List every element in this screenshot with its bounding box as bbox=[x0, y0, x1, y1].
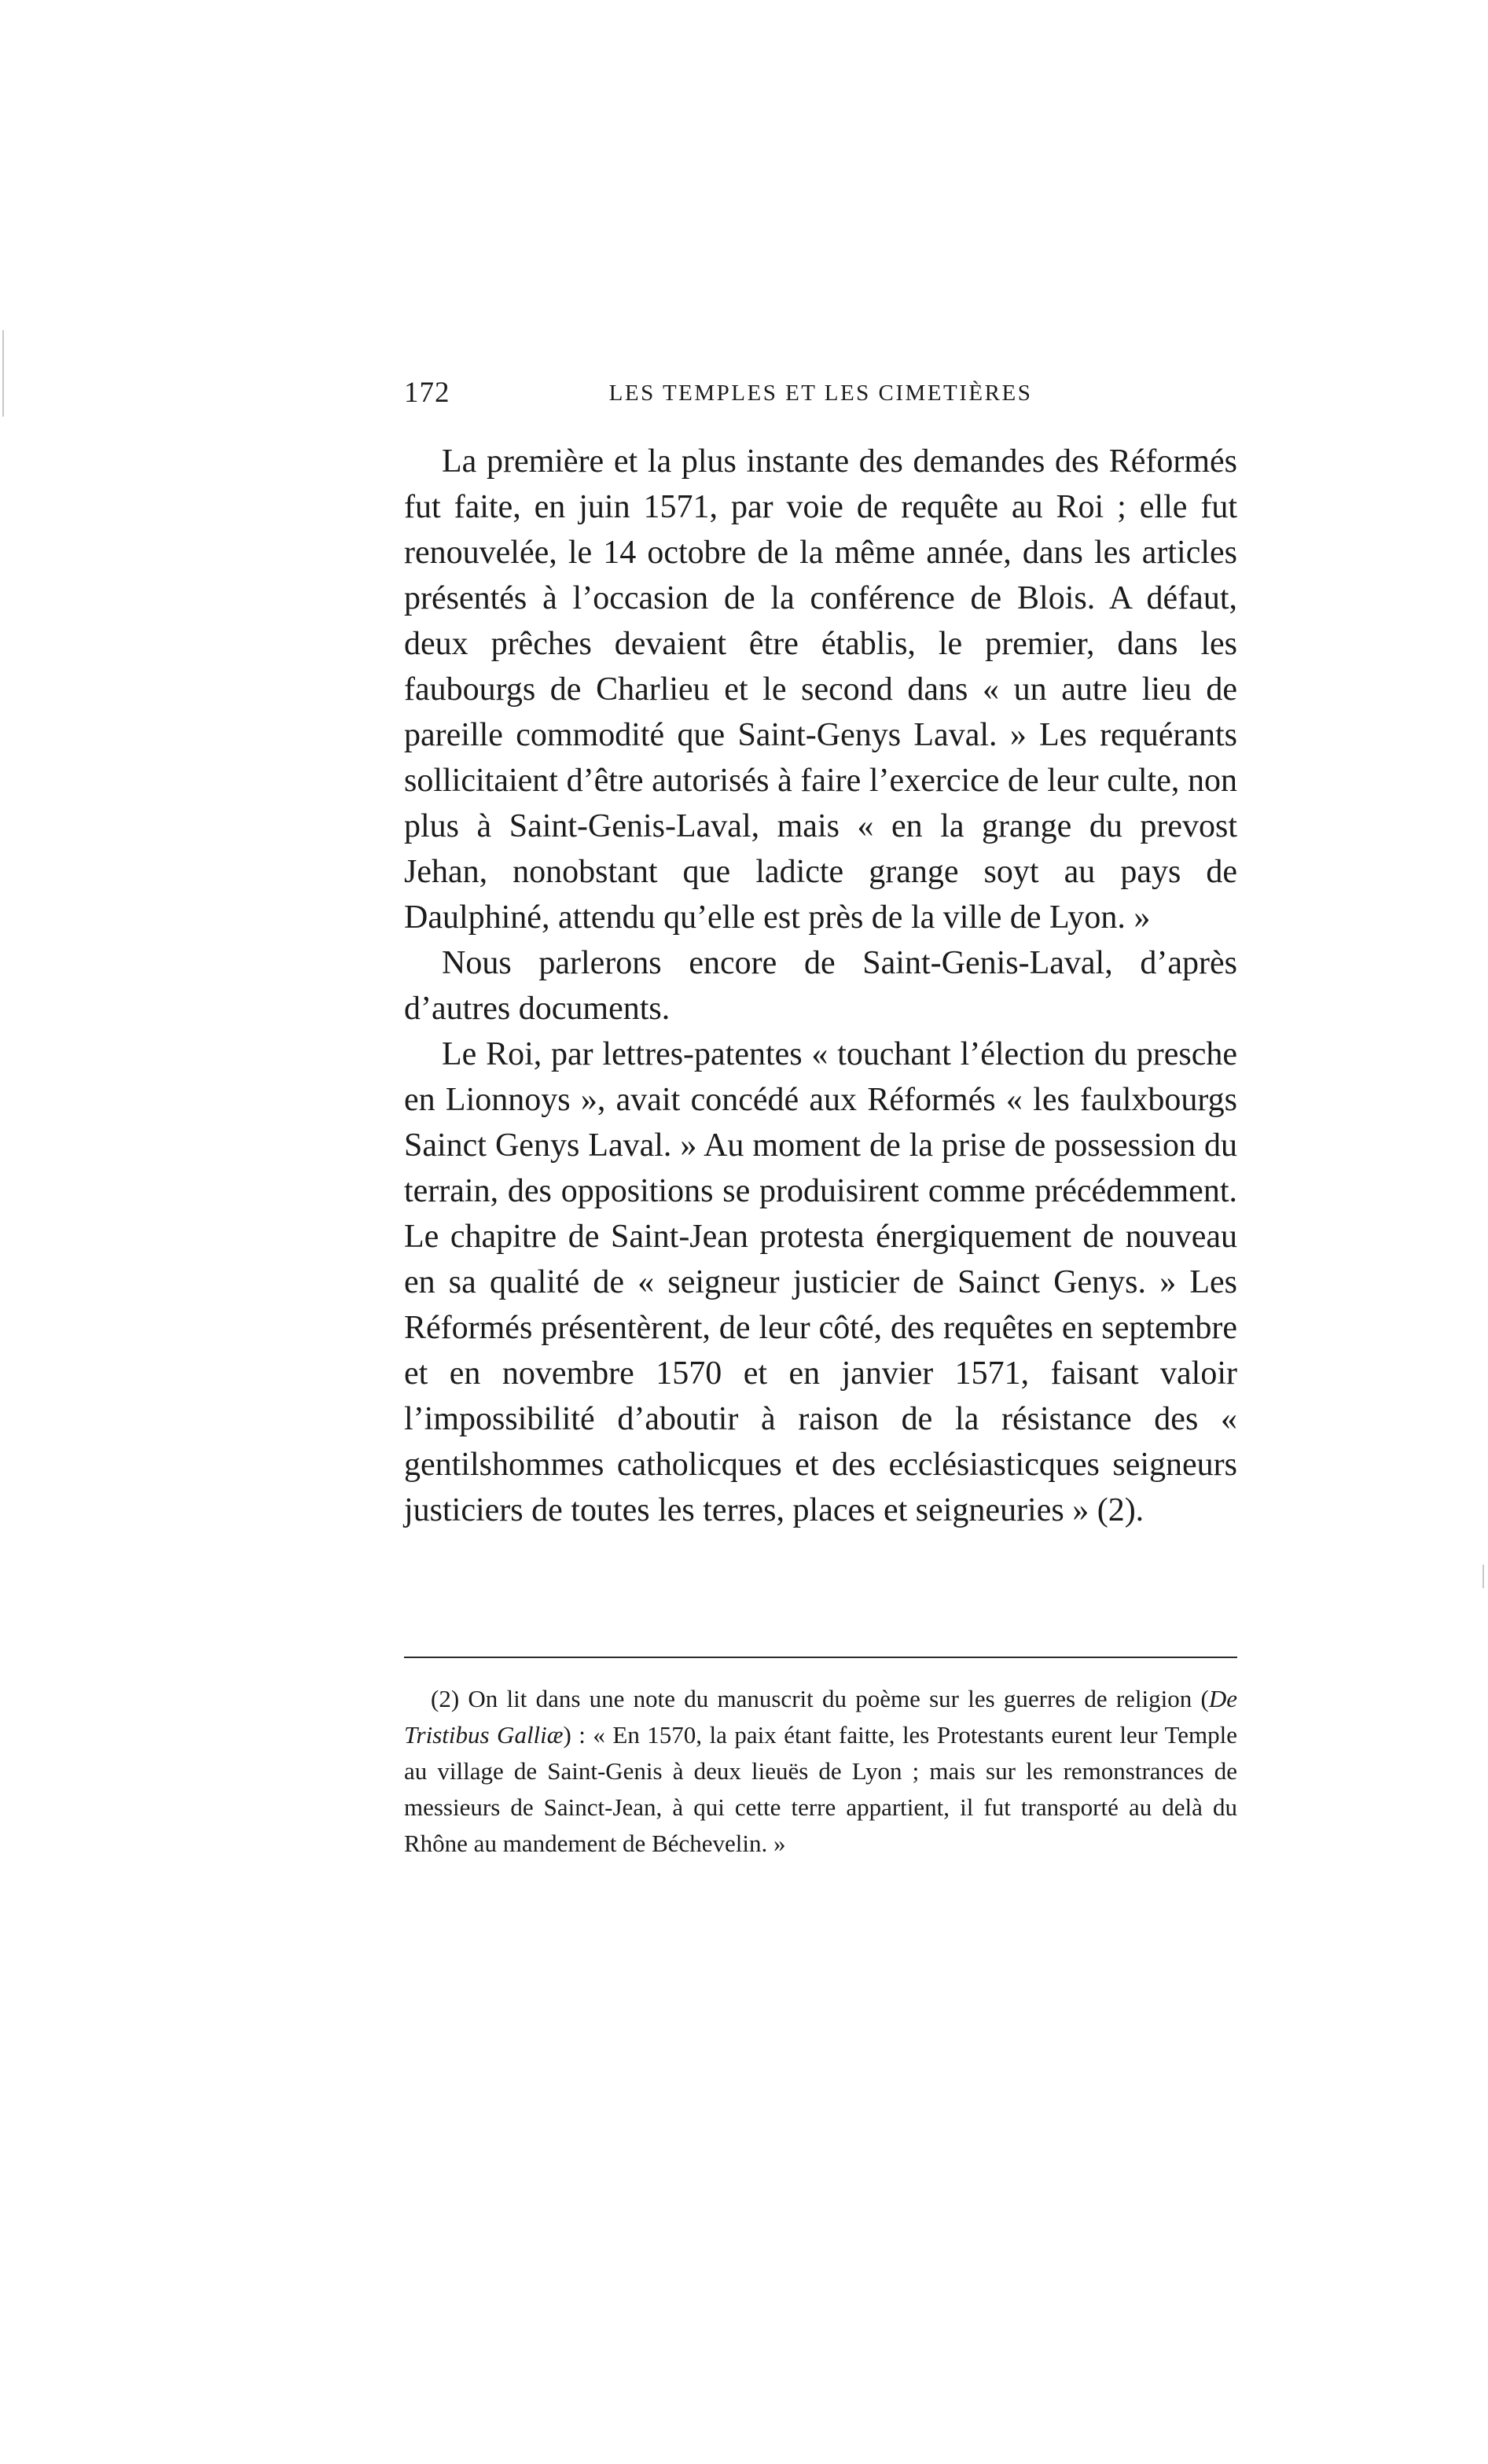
left-margin-mark bbox=[2, 330, 4, 417]
running-title: LES TEMPLES ET LES CIMETIÈRES bbox=[608, 381, 1033, 406]
page-number: 172 bbox=[404, 377, 450, 409]
main-text bbox=[404, 439, 1237, 1533]
footnote bbox=[404, 1681, 1237, 1862]
paragraph-1: La première et la plus instante des demandes des Réformés fut faite, en juin 1571, par voie de requête au Roi ; elle fut renouvelée, le 14 octobre de la même année, dans les articles présentés à l’occasion de la conférence de Blois. A défaut, deux prêches devaient être établis, le premier, dans les faubourgs de Charlieu et le second dans « un autre lieu de pareille commodité que Saint-Genys Laval. » Les requérants sollicitaient d’être autorisés à faire l’exercice de leur culte, non plus à Saint-Genis-Laval, mais « en la grange du prevost Jehan, nonobstant que ladicte grange soyt au pays de Daulphiné, attendu qu’elle est près de la ville de Lyon. » bbox=[404, 443, 1237, 936]
footnote-rule bbox=[404, 1657, 1237, 1658]
paragraph-3: Le Roi, par lettres-patentes « touchant l’élection du presche en Lionnoys », avait concédé aux Réformés « les faulxbourgs Sainct Genys Laval. » Au moment de la prise de possession du terrain, des oppositions se produisirent comme précédemment. Le chapitre de Saint-Jean protesta énergiquement de nouveau en sa qualité de « seigneur justicier de Sainct Genys. » Les Réformés présentèrent, de leur côté, des requêtes en septembre et en novembre 1570 et en janvier 1571, faisant valoir l’impossibilité d’aboutir à raison de la résistance des « gentilshommes catholicques et des ecclésiasticques seigneurs justiciers de toutes les terres, places et seigneuries » (2). bbox=[404, 1036, 1237, 1528]
footnote-text-suffix: ) : « En 1570, la paix étant faitte, les Protestants eurent leur Temple au village de Saint-Genis à deux lieuës de Lyon ; mais sur les remonstrances de messieurs de Sainct-Jean, à qui cette terre appartient, il fut transporté au delà du Rhône au mandement de Béchevelin. » bbox=[404, 1721, 1237, 1857]
footnote-title: De Tristibus Galliæ bbox=[404, 1685, 1237, 1749]
right-margin-mark bbox=[1482, 1565, 1484, 1588]
page-header bbox=[404, 376, 1237, 423]
paragraph-2: Nous parlerons encore de Saint-Genis-Laval, d’après d’autres documents. bbox=[404, 945, 1237, 1027]
footnote-text-prefix: (2) On lit dans une note du manuscrit du poème sur les guerres de religion ( bbox=[431, 1685, 1209, 1712]
